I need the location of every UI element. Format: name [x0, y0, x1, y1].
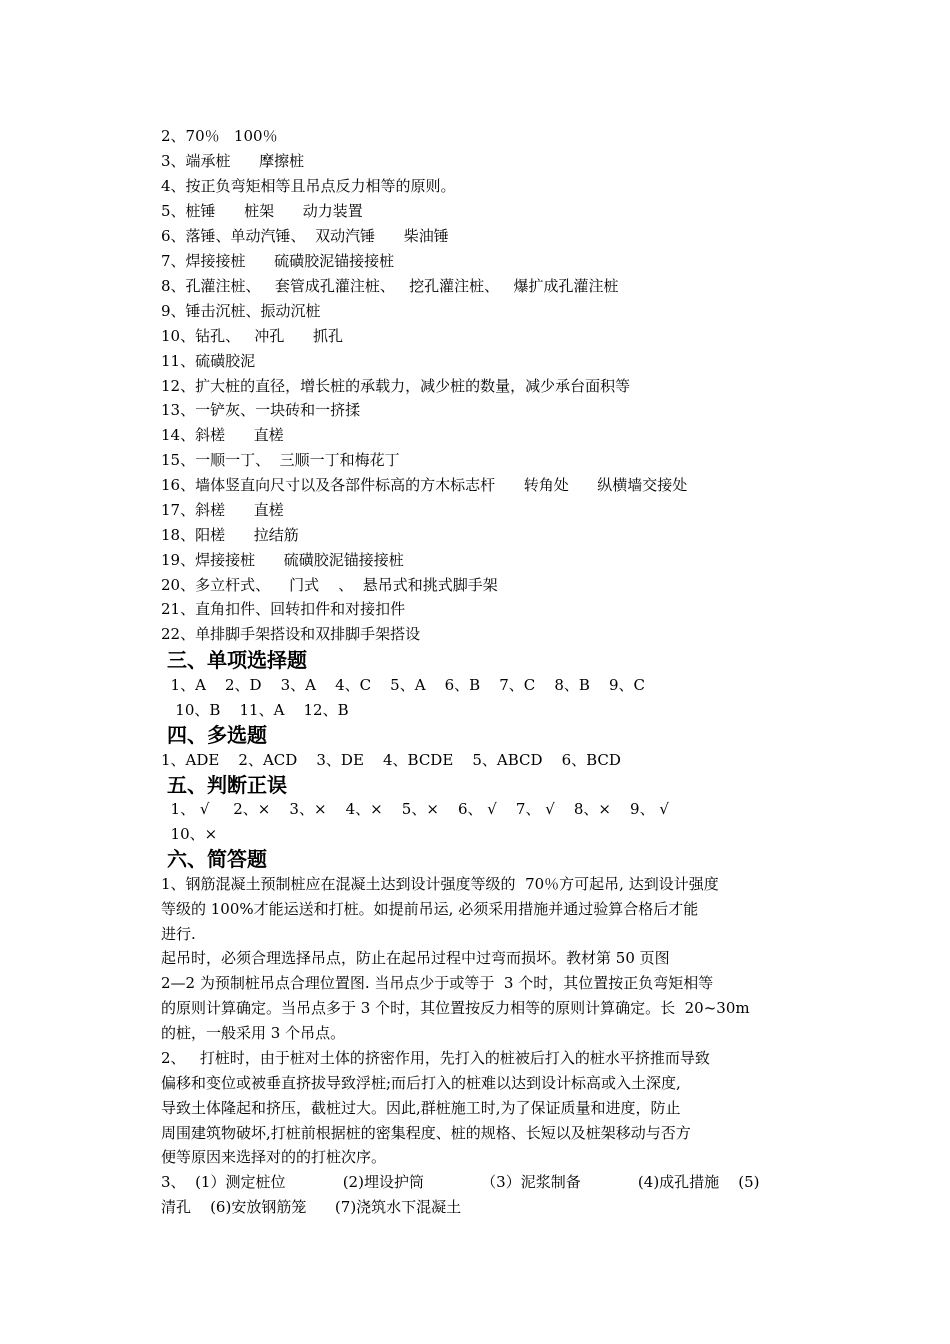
answer-line: 1、A 2、D 3、A 4、C 5、A 6、B 7、C 8、B 9、C: [161, 676, 646, 694]
answer-paragraph-line: 起吊时，必须合理选择吊点，防止在起吊过程中过弯而损坏。教材第 50 页图: [161, 949, 670, 967]
section-heading-short-answer: 六、简答题: [167, 847, 267, 871]
answer-line: 19、焊接接桩 硫磺胶泥锚接接桩: [161, 551, 404, 569]
answer-line: 9、锤击沉桩、振动沉桩: [161, 302, 321, 320]
answer-paragraph-line: 清孔 (6)安放钢筋笼 (7)浇筑水下混凝土: [161, 1198, 462, 1216]
answer-line: 12、扩大桩的直径，增长桩的承载力，减少桩的数量，减少承台面积等: [161, 377, 631, 395]
answer-line: 20、多立杆式、 门式 、 悬吊式和挑式脚手架: [161, 576, 498, 594]
answer-line: 14、斜槎 直槎: [161, 426, 284, 444]
answer-line: 17、斜槎 直槎: [161, 501, 284, 519]
answer-line: 10、B 11、A 12、B: [161, 701, 349, 719]
answer-line: 4、按正负弯矩相等且吊点反力相等的原则。: [161, 177, 456, 195]
answer-paragraph-line: 1、钢筋混凝土预制桩应在混凝土达到设计强度等级的 70％方可起吊, 达到设计强度: [161, 875, 719, 893]
answer-paragraph-line: 的桩，一般采用 3 个吊点。: [161, 1024, 346, 1042]
section-heading-true-false: 五、判断正误: [167, 773, 287, 797]
answer-paragraph-line: 2、 打桩时，由于桩对土体的挤密作用，先打入的桩被后打入的桩水平挤推而导致: [161, 1049, 710, 1067]
answer-line: 22、单排脚手架搭设和双排脚手架搭设: [161, 625, 421, 643]
answer-paragraph-line: 便等原因来选择对的的打桩次序。: [161, 1148, 387, 1166]
section-heading-multi-choice: 四、多选题: [167, 723, 267, 747]
answer-line: 5、桩锤 桩架 动力装置: [161, 202, 363, 220]
answer-line: 1、 √ 2、× 3、× 4、× 5、× 6、 √ 7、 √ 8、× 9、 √: [161, 800, 669, 818]
answer-paragraph-line: 等级的 100%才能运送和打桩。如提前吊运, 必须采用措施并通过验算合格后才能: [161, 900, 699, 918]
answer-line: 2、70％ 100％: [161, 127, 278, 145]
answer-line: 3、端承桩 摩擦桩: [161, 152, 305, 170]
answer-paragraph-line: 进行.: [161, 925, 196, 943]
answer-paragraph-line: 周围建筑物破坏,打桩前根据桩的密集程度、桩的规格、长短以及桩架移动与否方: [161, 1124, 691, 1142]
answer-line: 13、一铲灰、一块砖和一挤揉: [161, 401, 361, 419]
section-heading-single-choice: 三、单项选择题: [167, 648, 307, 672]
answer-paragraph-line: 偏移和变位或被垂直挤拔导致浮桩;而后打入的桩难以达到设计标高或入土深度,: [161, 1074, 681, 1092]
answer-line: 6、落锤、单动汽锤、 双动汽锤 柴油锤: [161, 227, 449, 245]
answer-paragraph-line: 3、 (1）测定桩位 (2)埋设护筒 （3）泥浆制备 (4)成孔措施 (5): [161, 1173, 760, 1191]
answer-paragraph-line: 导致土体隆起和挤压，截桩过大。因此,群桩施工时,为了保证质量和进度，防止: [161, 1099, 681, 1117]
answer-line: 11、硫磺胶泥: [161, 352, 256, 370]
answer-line: 18、阳槎 拉结筋: [161, 526, 299, 544]
answer-line: 10、钻孔、 冲孔 抓孔: [161, 327, 344, 345]
answer-paragraph-line: 的原则计算确定。当吊点多于 3 个时，其位置按反力相等的原则计算确定。长 20~30m: [161, 999, 750, 1017]
answer-line: 1、ADE 2、ACD 3、DE 4、BCDE 5、ABCD 6、BCD: [161, 751, 621, 769]
answer-line: 7、焊接接桩 硫磺胶泥锚接接桩: [161, 252, 395, 270]
answer-line: 21、直角扣件、回转扣件和对接扣件: [161, 600, 406, 618]
answer-line: 10、×: [161, 825, 218, 843]
answer-line: 8、孔灌注桩、 套管成孔灌注桩、 挖孔灌注桩、 爆扩成孔灌注桩: [161, 277, 619, 295]
answer-line: 16、墙体竖直向尺寸以及各部件标高的方木标志杆 转角处 纵横墙交接处: [161, 476, 688, 494]
answer-line: 15、一顺一丁、 三顺一丁和梅花丁: [161, 451, 400, 469]
answer-paragraph-line: 2—2 为预制桩吊点合理位置图. 当吊点少于或等于 3 个时，其位置按正负弯矩相等: [161, 974, 714, 992]
